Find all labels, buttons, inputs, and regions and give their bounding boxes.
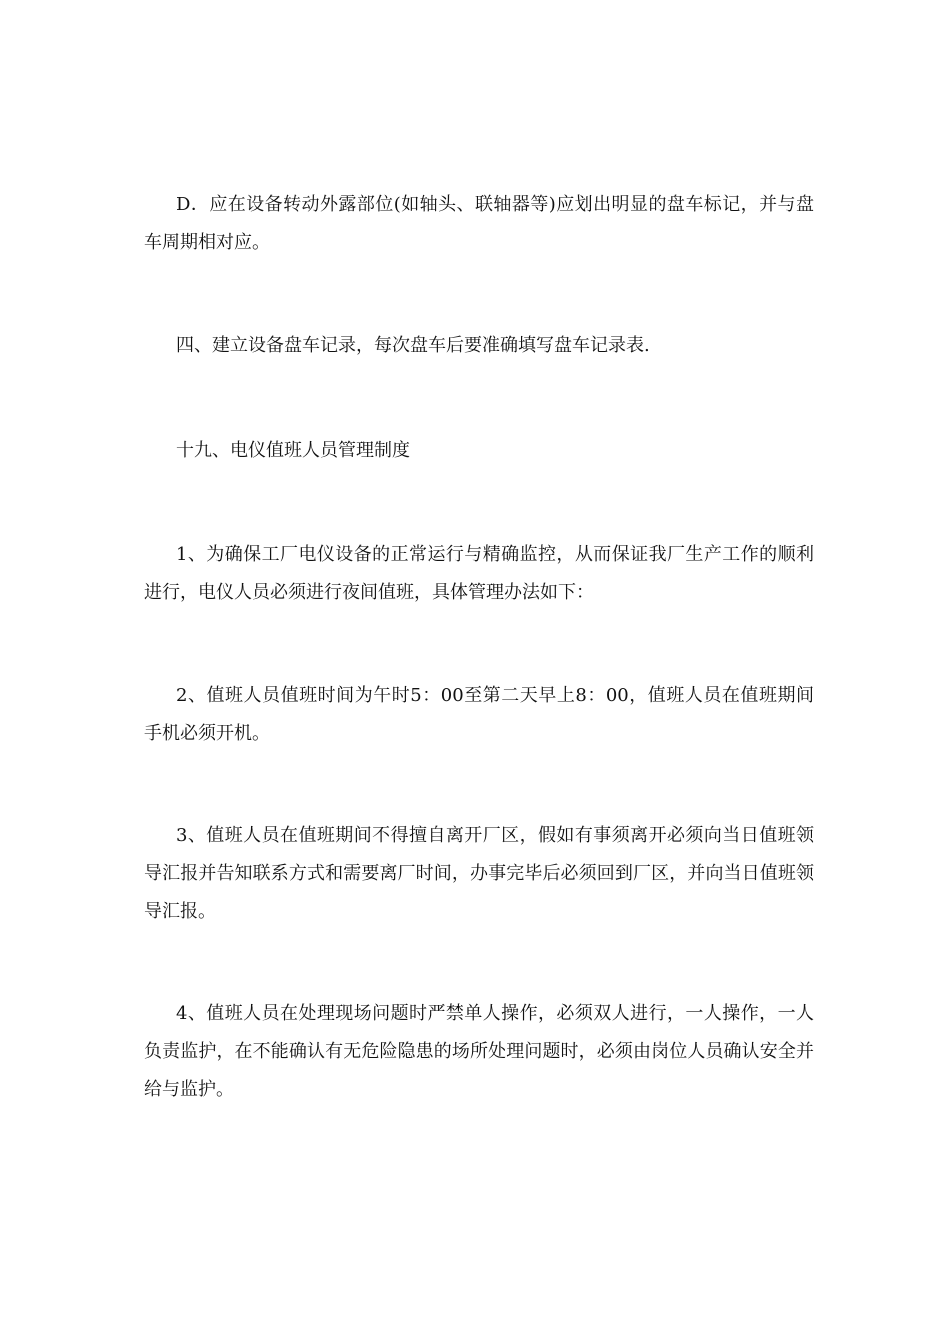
paragraph-d-marking: D．应在设备转动外露部位(如轴头、联轴器等)应划出明显的盘车标记，并与盘车周期相对应。: [144, 194, 814, 253]
paragraph-rule-2: 2、值班人员值班时间为午时5：00至第二天早上8：00，值班人员在值班期间手机必须开机。: [144, 685, 814, 744]
section-heading-19: 十九、电仪值班人员管理制度: [176, 440, 410, 461]
paragraph-rule-1: 1、为确保工厂电仪设备的正常运行与精确监控，从而保证我厂生产工作的顺利进行，电仪人员必须进行夜间值班，具体管理办法如下：: [144, 544, 814, 603]
paragraph-section-four: 四、建立设备盘车记录，每次盘车后要准确填写盘车记录表.: [176, 335, 650, 356]
paragraph-rule-3: 3、值班人员在值班期间不得擅自离开厂区，假如有事须离开必须向当日值班领导汇报并告知联系方式和需要离厂时间，办事完毕后必须回到厂区，并向当日值班领导汇报。: [144, 825, 814, 922]
paragraph-rule-4: 4、值班人员在处理现场问题时严禁单人操作，必须双人进行，一人操作，一人负责监护，在不能确认有无危险隐患的场所处理问题时，必须由岗位人员确认安全并给与监护。: [144, 1003, 814, 1100]
